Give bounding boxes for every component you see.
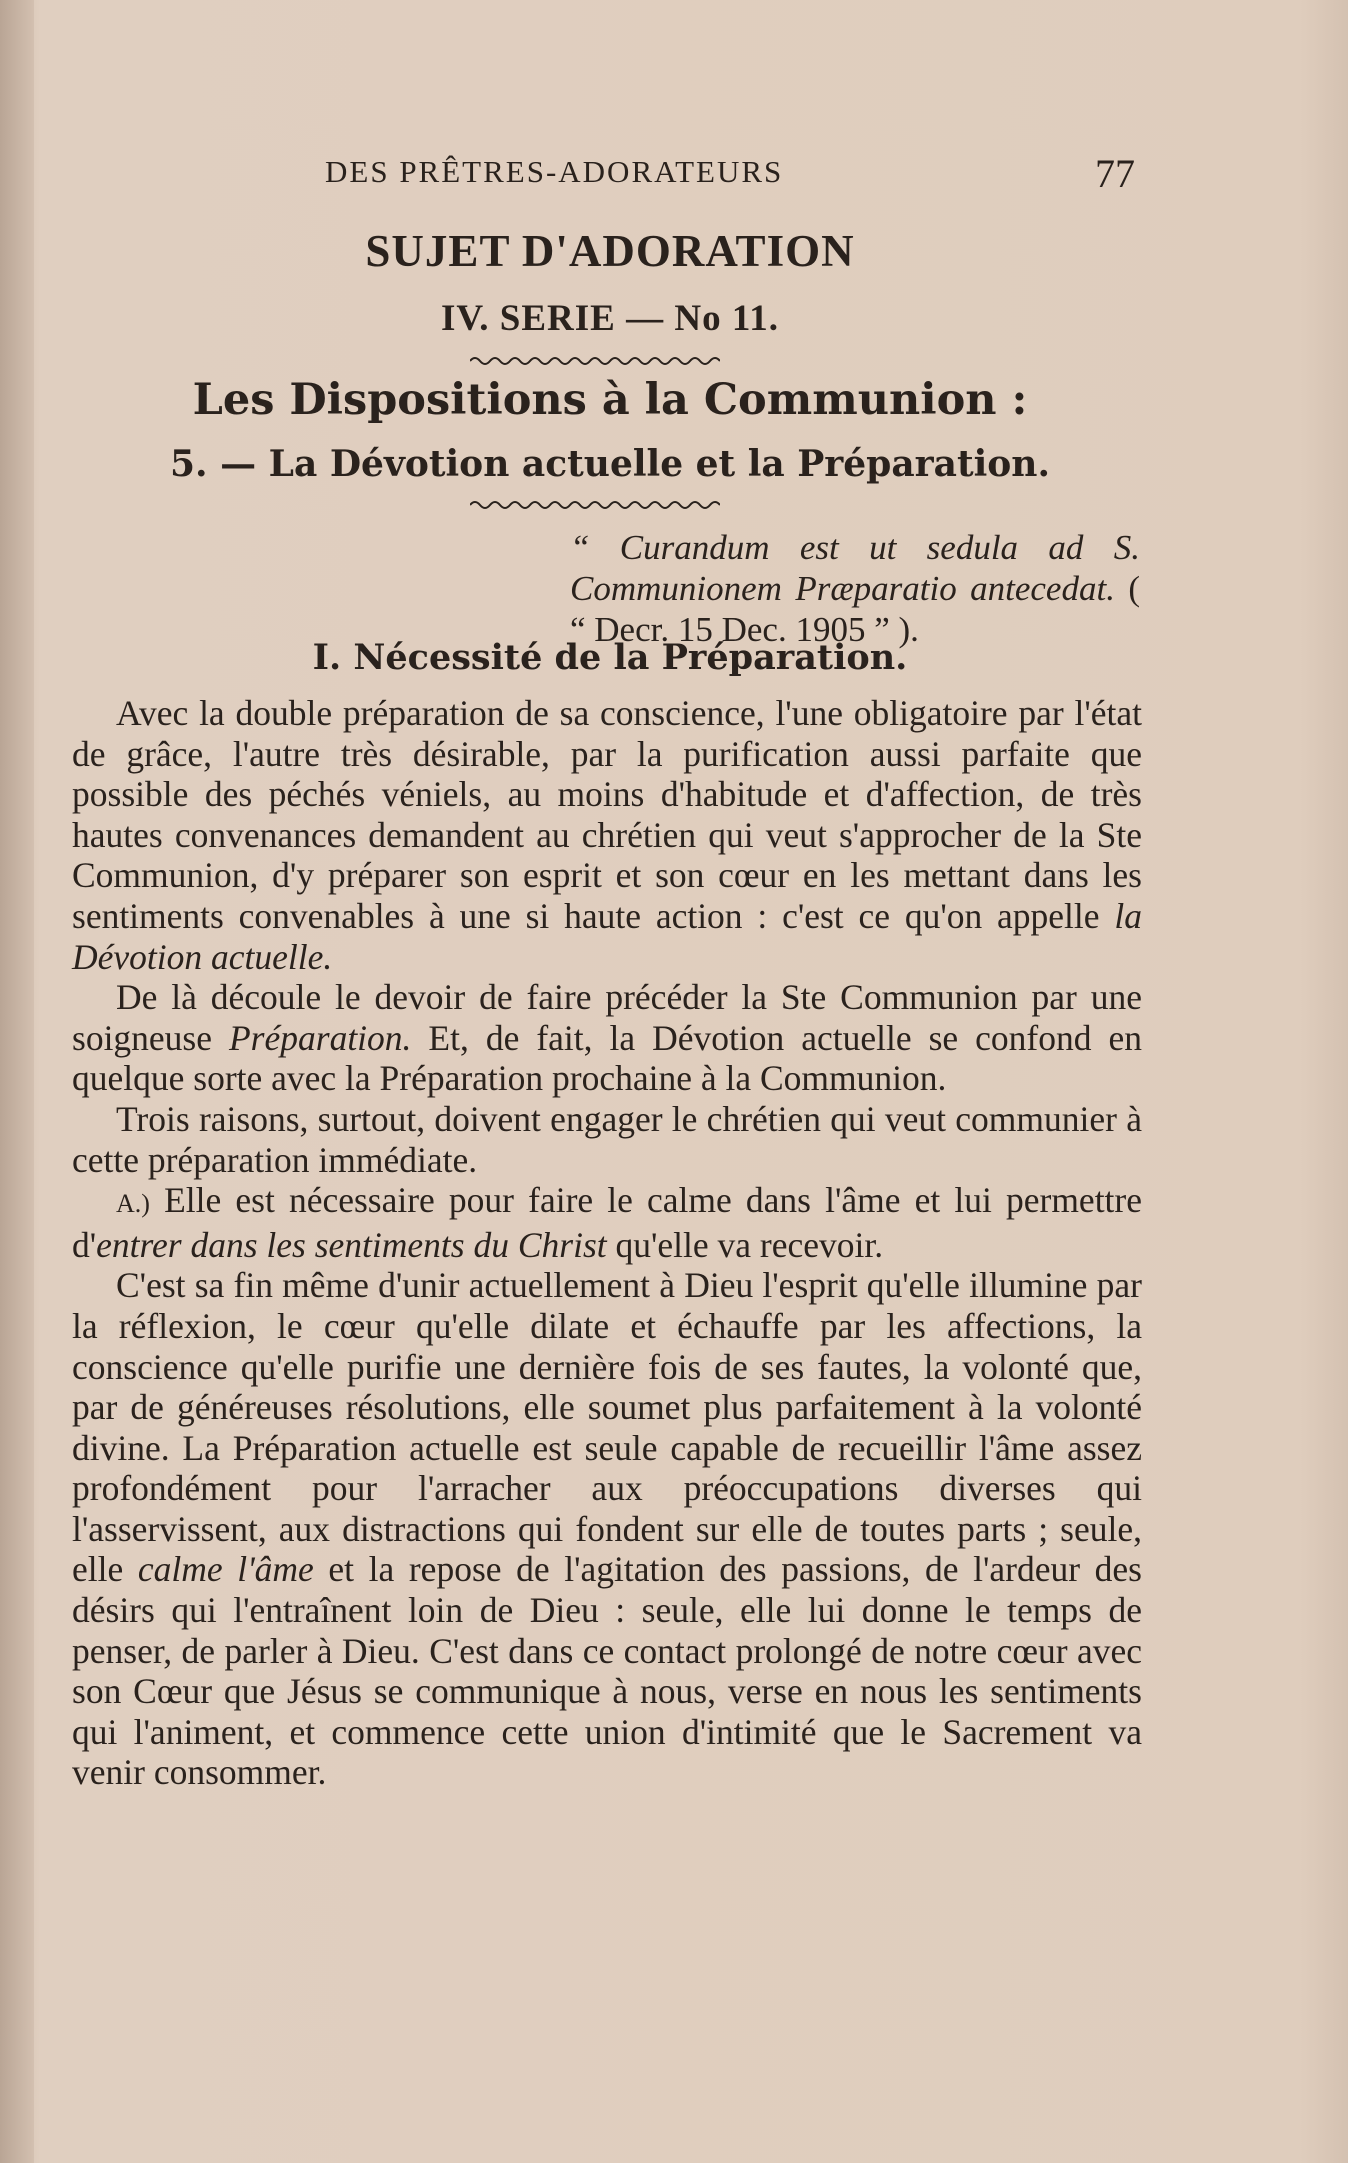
section-heading: I. Nécessité de la Préparation. xyxy=(312,637,908,678)
epigraph-text: “ Curandum est ut sedula ad S. Communionem Præparatio antecedat. xyxy=(570,528,1140,608)
emphasis-text: la Dévotion actuelle. xyxy=(72,895,1142,977)
emphasis-text: Préparation. xyxy=(229,1017,412,1058)
wavy-rule-ornament xyxy=(470,496,720,514)
paragraph-text: et la repose de l'agitation des passions, de l'ardeur des désirs qui l'entraînent loin de Dieu : seule, elle lui donne le temps de penser, de parler à Dieu. C'est dans ce contact prolongé de notre cœur avec son Cœur que Jésus se communique à nous, verse en nous les sentiments qui l'animent, et commence cette union d'intimité que le Sacrement va venir consommer. xyxy=(72,1549,1142,1793)
paragraph xyxy=(72,693,1142,977)
chapter-subtitle: 5. — La Dévotion actuelle et la Préparation. xyxy=(170,443,1050,485)
paragraph xyxy=(72,1265,1142,1793)
paragraph xyxy=(72,977,1142,1099)
emphasis-text: calme l'âme xyxy=(137,1549,314,1590)
paragraph-text: Et, de fait, la Dévotion actuelle se confond en quelque sorte avec la Préparation prochaine à la Communion. xyxy=(72,1017,1142,1099)
epigraph xyxy=(570,527,1140,650)
subject-heading: SUJET D'ADORATION xyxy=(365,226,855,276)
body-text xyxy=(72,693,1142,1793)
paragraph-text: C'est sa fin même d'unir actuellement à Dieu l'esprit qu'elle illumine par la réflexion, le cœur qu'elle dilate et échauffe par les affections, la conscience qu'elle purifie une dernière fois de ses fautes, la volonté que, par de généreuses résolutions, elle soumet plus parfaitement à la volonté divine. La Préparation actuelle est seule capable de recueillir l'âme assez profondément pour l'arracher aux préoccupations diverses qui l'asservissent, aux distractions qui fondent sur elle de toutes parts ; seule, elle xyxy=(72,1265,1142,1590)
paragraph-text: Avec la double préparation de sa conscience, l'une obligatoire par l'état de grâce, l'autre très désirable, par la purification aussi parfaite que possible des péchés véniels, au moins d'habitude et d'affection, de très hautes convenances demandent au chrétien qui veut s'approcher de la Ste Communion, d'y préparer son esprit et son cœur en les mettant dans les sentiments convenables à une si haute action : c'est ce qu'on appelle xyxy=(72,693,1142,936)
chapter-title: Les Dispositions à la Communion : xyxy=(192,375,1028,425)
running-title: DES PRÊTRES-ADORATEURS xyxy=(325,154,784,189)
paragraph: Trois raisons, surtout, doivent engager le chrétien qui veut communier à cette préparation immédiate. xyxy=(72,1098,1142,1180)
list-label: A.) xyxy=(116,1189,150,1219)
paragraph-text: qu'elle va recevoir. xyxy=(606,1224,884,1265)
paragraph xyxy=(72,1180,1142,1265)
emphasis-text: entrer dans les sentiments du Christ xyxy=(96,1224,607,1265)
page-number: 77 xyxy=(1095,151,1135,196)
series-heading: IV. SERIE — No 11. xyxy=(440,298,780,339)
paragraph-text: De là découle le devoir de faire précéder la Ste Communion par une soigneuse xyxy=(72,977,1142,1058)
paragraph-text: Elle est nécessaire pour faire le calme dans l'âme et lui permettre d' xyxy=(72,1180,1142,1265)
running-header xyxy=(325,151,1135,196)
wavy-rule-ornament xyxy=(470,352,720,370)
epigraph-reference: ( “ Decr. 15 Dec. 1905 ” ). xyxy=(570,569,1141,649)
